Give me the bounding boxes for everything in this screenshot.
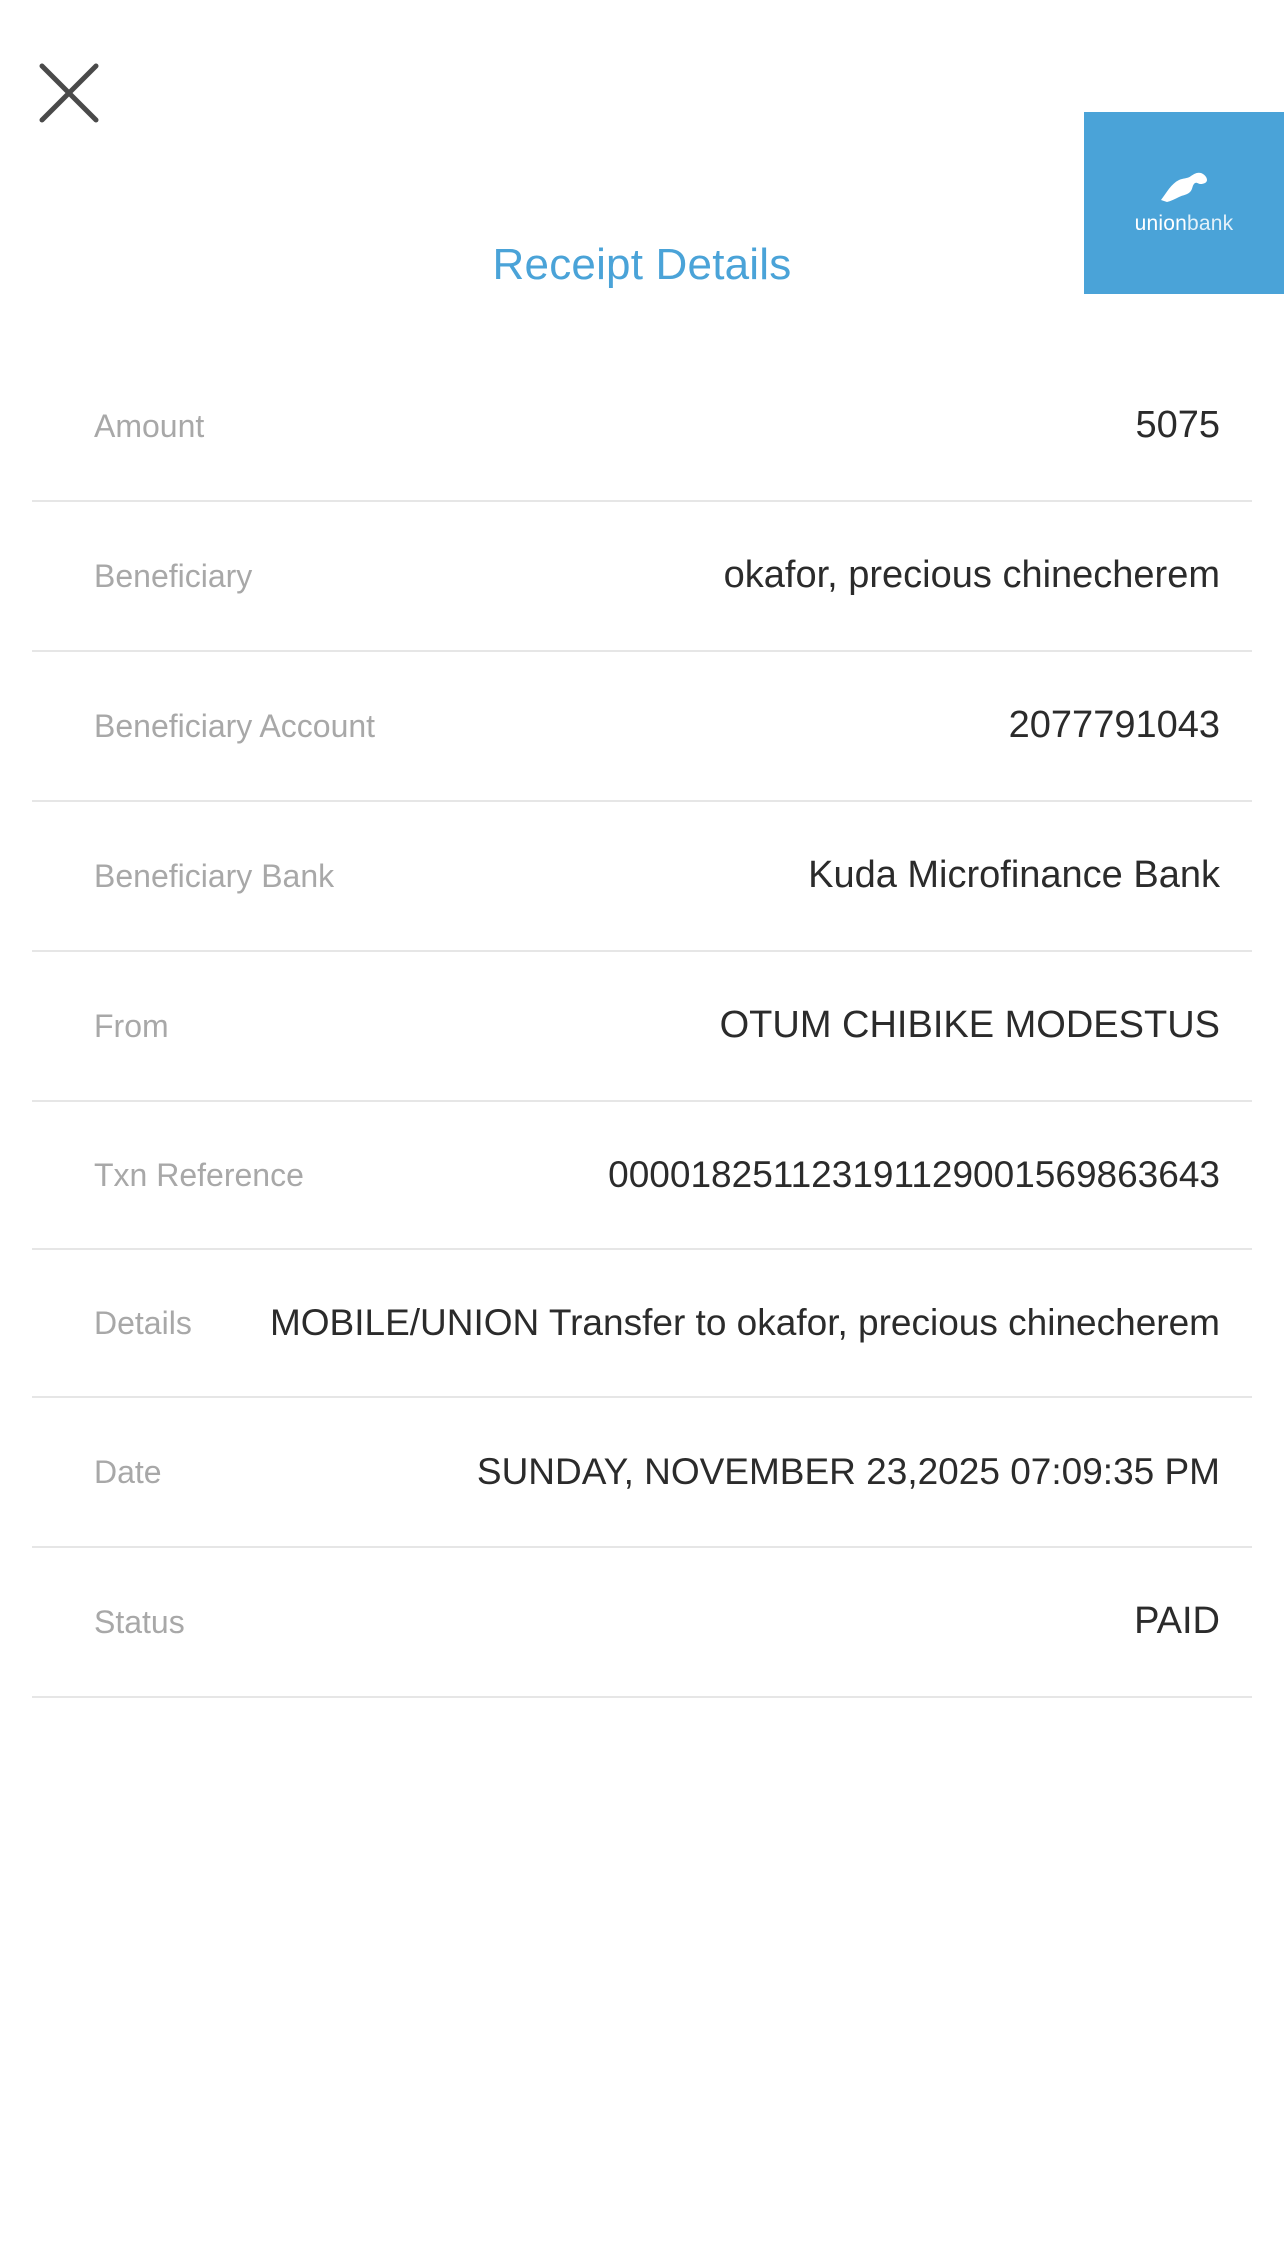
- table-row: [32, 952, 1252, 1102]
- row-label-txn-reference: Txn Reference: [94, 1156, 304, 1193]
- row-label-beneficiary-bank: Beneficiary Bank: [94, 857, 335, 894]
- horse-icon: [1157, 170, 1211, 210]
- row-value-amount: 5075: [1135, 404, 1220, 447]
- row-value-beneficiary-bank: Kuda Microfinance Bank: [808, 854, 1220, 897]
- row-label-beneficiary-account: Beneficiary Account: [94, 707, 376, 744]
- row-label-beneficiary: Beneficiary: [94, 557, 253, 594]
- close-icon[interactable]: [38, 62, 100, 124]
- table-row: [32, 1398, 1252, 1548]
- page-title: Receipt Details: [492, 240, 792, 289]
- row-value-details: MOBILE/UNION Transfer to okafor, precious chinecherem: [269, 1301, 1220, 1343]
- row-value-date: SUNDAY, NOVEMBER 23,2025 07:09:35 PM: [476, 1450, 1220, 1492]
- table-row: [32, 652, 1252, 802]
- row-value-txn-reference: 000018251123191129001569863643: [608, 1153, 1220, 1195]
- table-row: [32, 1250, 1252, 1398]
- row-label-status: Status: [94, 1603, 185, 1640]
- brand-primary: union: [1134, 212, 1188, 235]
- row-label-amount: Amount: [94, 407, 205, 444]
- table-row: [32, 352, 1252, 502]
- top-bar: [0, 0, 1284, 235]
- table-row: [32, 802, 1252, 952]
- status-badge: PAID: [1134, 1600, 1220, 1643]
- brand-secondary: bank: [1187, 212, 1234, 235]
- table-row: [32, 502, 1252, 652]
- receipt-details-list: [32, 352, 1252, 1698]
- table-row: [32, 1548, 1252, 1698]
- row-label-details: Details: [94, 1304, 192, 1341]
- table-row: [32, 1102, 1252, 1250]
- row-value-beneficiary: okafor, precious chinecherem: [723, 554, 1220, 597]
- row-label-from: From: [94, 1007, 169, 1044]
- row-value-beneficiary-account: 2077791043: [1008, 704, 1220, 747]
- row-label-date: Date: [94, 1453, 162, 1490]
- unionbank-wordmark: [1135, 212, 1234, 236]
- row-value-from: OTUM CHIBIKE MODESTUS: [719, 1004, 1220, 1047]
